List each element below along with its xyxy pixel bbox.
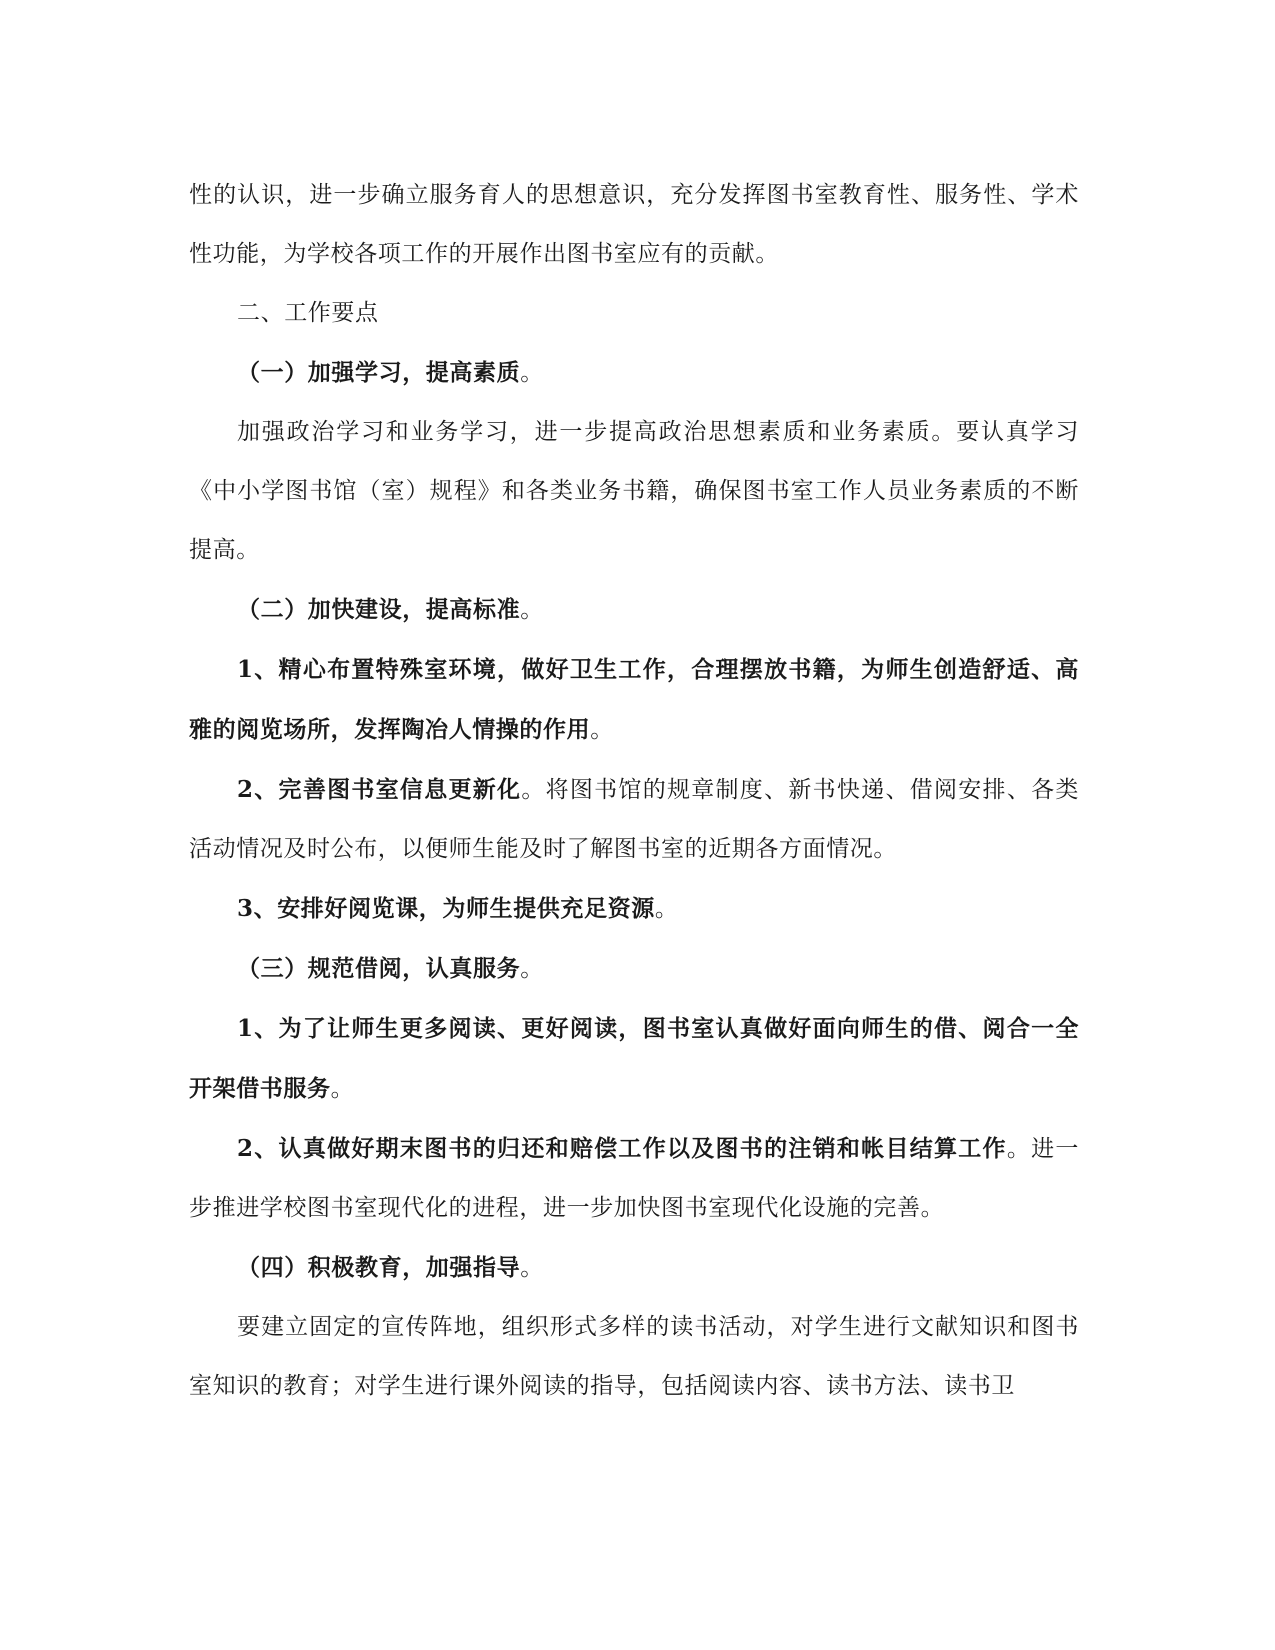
paragraph-p9 [189,939,1079,999]
paragraph-p7 [189,760,1079,879]
body-text-segment: 二、工作要点 [237,300,379,326]
document-body [189,166,1079,1416]
body-text-segment: 要建立固定的宣传阵地，组织形式多样的读书活动，对学生进行文献知识和图书室知识的教育；对学生进行课外阅读的指导，包括阅读内容、读书方法、读书卫 [189,1314,1079,1399]
bold-text: （四）积极教育，加强指导 [237,1254,521,1281]
paragraph-p1 [189,166,1079,284]
paragraph-p8 [189,879,1079,939]
bold-text: （一）加强学习，提高素质 [237,359,521,386]
paragraph-p4 [189,403,1079,580]
body-text-segment: 。 [520,597,544,623]
body-text-segment: 。 [330,1076,355,1102]
bold-text: 1、精心布置特殊室环境，做好卫生工作，合理摆放书籍，为师生创造舒适、高雅的阅览场所，发挥陶冶人情操的作用 [189,656,1079,743]
bold-text: 1、为了让师生更多阅读、更好阅读，图书室认真做好面向师生的借、阅合一全开架借书服务 [189,1015,1079,1102]
paragraph-p10 [189,999,1079,1119]
paragraph-p3 [189,343,1079,403]
paragraph-p13 [189,1298,1079,1416]
body-text-segment: 。 [654,896,679,922]
body-text-segment: 。 [590,717,614,743]
paragraph-p11 [189,1119,1079,1238]
paragraph-p5 [189,580,1079,640]
body-text-segment: 。 [520,360,544,386]
bold-text: 3、安排好阅览课，为师生提供充足资源 [237,895,655,922]
bold-text: （二）加快建设，提高标准 [237,596,521,623]
paragraph-p12 [189,1238,1079,1298]
body-text-segment: 性的认识，进一步确立服务育人的思想意识，充分发挥图书室教育性、服务性、学术性功能，为学校各项工作的开展作出图书室应有的贡献。 [189,182,1079,267]
bold-text: （三）规范借阅，认真服务 [237,955,521,982]
body-text-segment: 。将图书馆的规章制度、新书快递、借阅安排、各类活动情况及时公布，以便师生能及时了解图书室的近期各方面情况。 [189,777,1079,862]
bold-text: 2、完善图书室信息更新化 [237,776,522,803]
body-text-segment: 加强政治学习和业务学习，进一步提高政治思想素质和业务素质。要认真学习《中小学图书馆（室）规程》和各类业务书籍，确保图书室工作人员业务素质的不断提高。 [189,419,1079,563]
body-text-segment: 。 [520,956,544,982]
body-text-segment: 。 [520,1255,544,1281]
bold-text: 2、认真做好期末图书的归还和赔偿工作以及图书的注销和帐目结算工作 [237,1135,1007,1162]
paragraph-p2 [189,284,1079,343]
paragraph-p6 [189,640,1079,760]
body-text-segment: 。进一步推进学校图书室现代化的进程，进一步加快图书室现代化设施的完善。 [189,1136,1079,1221]
